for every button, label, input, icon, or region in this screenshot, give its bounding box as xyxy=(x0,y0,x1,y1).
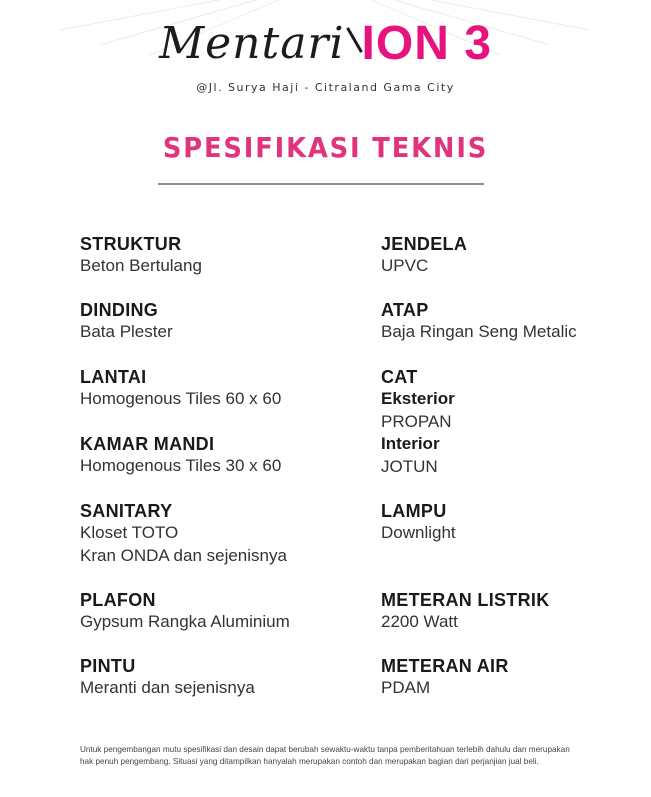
disclaimer-footnote: Untuk pengembangan mutu spesifikasi dan desain dapat berubah sewaktu-waktu tanpa pemberitahuan terlebih dahulu dan merupakan hak penuh pengembang. Situasi yang ditampilkan hanyalah merupakan contoh dan merupakan bagian dari perjanjian jual beli. xyxy=(80,745,570,766)
spec-jendela xyxy=(381,234,651,278)
spec-value: PDAM xyxy=(381,678,431,697)
spec-label: METERAN LISTRIK xyxy=(381,590,550,610)
brand-logo xyxy=(0,12,651,76)
spec-sanitary xyxy=(80,501,360,567)
spec-value: PROPAN xyxy=(381,411,452,431)
spec-value: JOTUN xyxy=(381,456,438,476)
logo-slash xyxy=(346,27,363,53)
spec-value: Beton Bertulang xyxy=(80,256,202,275)
spec-struktur xyxy=(80,234,360,278)
spec-label: STRUKTUR xyxy=(80,234,182,254)
spec-kamar-mandi xyxy=(80,434,360,478)
spec-value: Downlight xyxy=(381,523,456,542)
page-title: SPESIFIKASI TEKNIS xyxy=(162,131,489,164)
spec-lampu xyxy=(381,501,651,545)
spec-value: Bata Plester xyxy=(80,322,173,341)
spec-value: UPVC xyxy=(381,256,429,275)
spec-meteran-air xyxy=(381,656,651,700)
spec-value: Meranti dan sejenisnya xyxy=(80,678,255,697)
spec-label: LANTAI xyxy=(80,367,147,387)
spec-value: Homogenous Tiles 30 x 60 xyxy=(80,456,282,475)
spec-value: 2200 Watt xyxy=(381,612,458,631)
project-address: @Jl. Surya Haji - Citraland Gama City xyxy=(196,81,455,94)
spec-cat xyxy=(381,367,651,478)
spec-label: METERAN AIR xyxy=(381,656,509,676)
spec-label: ATAP xyxy=(381,300,429,320)
spec-plafon xyxy=(80,590,360,634)
logo-script-text: Mentari xyxy=(159,18,345,69)
spec-value: Kloset TOTO xyxy=(80,523,179,542)
logo-brand-text: ION 3 xyxy=(361,17,492,70)
spec-dinding xyxy=(80,300,360,344)
spec-value: Gypsum Rangka Aluminium xyxy=(80,612,290,631)
spec-label: JENDELA xyxy=(381,234,468,254)
spec-sublabel: Interior xyxy=(381,434,440,453)
title-divider xyxy=(158,183,484,185)
spec-label: PINTU xyxy=(80,656,136,676)
spec-lantai xyxy=(80,367,360,411)
spec-label: LAMPU xyxy=(381,501,447,521)
spec-pintu xyxy=(80,656,360,700)
spec-value: Baja Ringan Seng Metalic xyxy=(381,322,577,341)
spec-sublabel: Eksterior xyxy=(381,389,455,408)
spec-value: Kran ONDA dan sejenisnya xyxy=(80,545,287,565)
spec-atap xyxy=(381,300,651,344)
spec-label: CAT xyxy=(381,367,418,387)
spec-value: Homogenous Tiles 60 x 60 xyxy=(80,389,282,408)
spec-label: DINDING xyxy=(80,300,159,320)
spec-label: SANITARY xyxy=(80,501,173,521)
spec-label: KAMAR MANDI xyxy=(80,434,215,454)
spec-meteran-listrik xyxy=(381,590,651,634)
spec-label: PLAFON xyxy=(80,590,156,610)
